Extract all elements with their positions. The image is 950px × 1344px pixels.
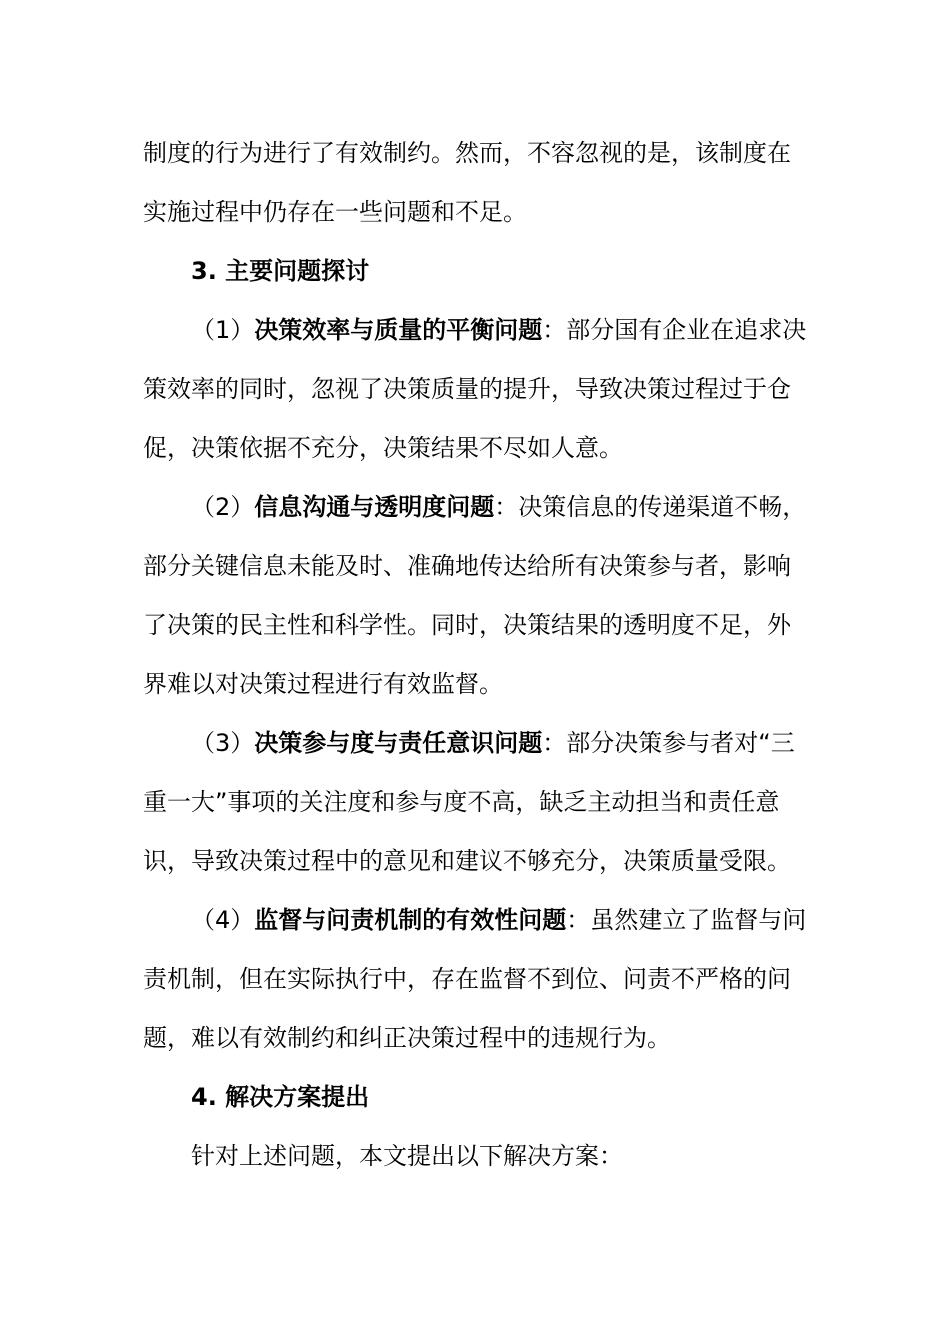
- paragraph-line: 部分关键信息未能及时、准确地传达给所有决策参与者，影响: [143, 552, 791, 580]
- section-heading: 3. 主要问题探讨: [191, 257, 370, 285]
- item-text: 部分决策参与者对“三: [566, 729, 795, 757]
- item-title: 决策效率与质量的平衡问题: [254, 316, 543, 344]
- item-colon: ：: [494, 493, 519, 521]
- item-number: （1）: [191, 316, 255, 344]
- problem-item-2-first-line: [143, 478, 808, 537]
- paragraph-line: 策效率的同时，忽视了决策质量的提升，导致决策过程过于仓: [143, 375, 791, 403]
- item-number: （2）: [191, 493, 255, 521]
- item-text: 部分国有企业在追求决: [566, 316, 807, 344]
- item-colon: ：: [566, 906, 591, 934]
- item-text: 虽然建立了监督与问: [590, 906, 807, 934]
- section-heading: 4. 解决方案提出: [191, 1083, 370, 1111]
- paragraph-line: 了决策的民主性和科学性。同时，决策结果的透明度不足，外: [143, 611, 791, 639]
- problem-item-1-first-line: [143, 301, 808, 360]
- paragraph-line: 界难以对决策过程进行有效监督。: [143, 670, 503, 698]
- paragraph-line: 题，难以有效制约和纠正决策过程中的违规行为。: [143, 1024, 671, 1052]
- item-title: 信息沟通与透明度问题: [254, 493, 495, 521]
- paragraph-line: 实施过程中仍存在一些问题和不足。: [143, 198, 527, 226]
- item-number: （3）: [191, 729, 255, 757]
- item-text: 决策信息的传递渠道不畅，: [518, 493, 807, 521]
- paragraph-line: 制度的行为进行了有效制约。然而，不容忽视的是，该制度在: [143, 139, 791, 167]
- paragraph-line: 促，决策依据不充分，决策结果不尽如人意。: [143, 434, 623, 462]
- problem-item-4-first-line: [143, 891, 808, 950]
- document-page: [143, 124, 808, 1186]
- item-title: 监督与问责机制的有效性问题: [254, 906, 567, 934]
- paragraph-line: 责机制，但在实际执行中，存在监督不到位、问责不严格的问: [143, 965, 791, 993]
- item-number: （4）: [191, 906, 255, 934]
- item-colon: ：: [542, 729, 567, 757]
- paragraph-line: 针对上述问题，本文提出以下解决方案：: [191, 1142, 623, 1170]
- item-title: 决策参与度与责任意识问题: [254, 729, 543, 757]
- problem-item-3-first-line: [143, 714, 808, 773]
- paragraph-line: 重一大”事项的关注度和参与度不高，缺乏主动担当和责任意: [143, 788, 780, 816]
- item-colon: ：: [542, 316, 567, 344]
- paragraph-line: 识，导致决策过程中的意见和建议不够充分，决策质量受限。: [143, 847, 791, 875]
